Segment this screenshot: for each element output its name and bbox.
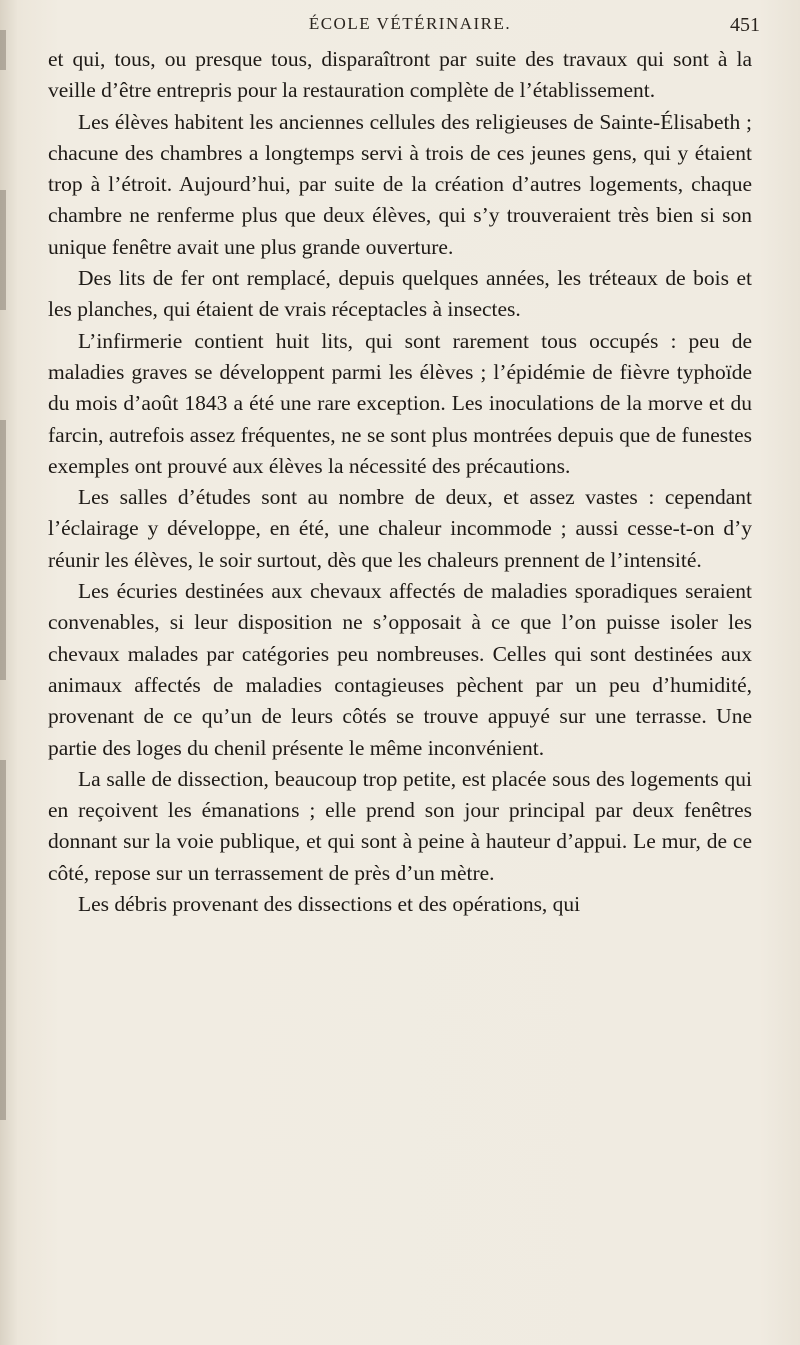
paragraph: Les écuries destinées aux chevaux affectés de maladies sporadiques seraient convenables, si leur disposition ne s’opposait à ce que l’on puisse isoler les chevaux malades par catégories peu nombreuses. Celles qui sont destinées aux animaux affectés de maladies contagieuses pèchent par un peu d’humidité, provenant de ce qu’un de leurs côtés se trouve appuyé sur une terrasse. Une partie des loges du chenil présente le même inconvénient. — [48, 579, 752, 760]
paragraph: L’infirmerie contient huit lits, qui sont rarement tous occupés : peu de maladies graves se développent parmi les élèves ; l’épidémie de fièvre typhoïde du mois d’août 1843 a été une rare exception. Les inoculations de la morve et du farcin, autrefois assez fréquentes, ne se sont plus montrées depuis que de funestes exemples ont prouvé aux élèves la nécessité des précautions. — [48, 328, 752, 478]
page-edge-shadow — [0, 420, 6, 680]
paragraph: Les débris provenant des dissections et des opérations, qui — [78, 892, 581, 917]
running-head — [60, 14, 760, 40]
page-number: 451 — [730, 14, 760, 36]
paragraph: et qui, tous, ou presque tous, disparaîtront par suite des travaux qui sont à la veille d’être entrepris pour la restauration complète de l’établissement. — [48, 47, 752, 103]
page-edge-shadow — [0, 30, 6, 70]
paragraph: Les élèves habitent les anciennes cellules des religieuses de Sainte-Élisabeth ; chacune des chambres a longtemps servi à trois de ces jeunes gens, qui y étaient trop à l’étroit. Aujourd’hui, par suite de la création d’autres logements, chaque chambre ne renferme plus que deux élèves, qui s’y trouveraient très bien si son unique fenêtre avait une plus grande ouverture. — [48, 109, 752, 259]
running-title: ÉCOLE VÉTÉRINAIRE. — [308, 14, 512, 33]
paragraph: Les salles d’études sont au nombre de deux, et assez vastes : cependant l’éclairage y développe, en été, une chaleur incommode ; aussi cesse-t-on d’y réunir les élèves, le soir surtout, dès que les chaleurs prennent de l’intensité. — [48, 485, 752, 572]
paragraph: Des lits de fer ont remplacé, depuis quelques années, les tréteaux de bois et les planches, qui étaient de vrais réceptacles à insectes. — [48, 266, 752, 322]
body-text — [48, 44, 752, 920]
page-edge-shadow — [0, 760, 6, 1120]
page-edge-shadow — [0, 190, 6, 310]
paragraph: La salle de dissection, beaucoup trop petite, est placée sous des logements qui en reçoivent les émanations ; elle prend son jour principal par deux fenêtres donnant sur la voie publique, et qui sont à peine à hauteur d’appui. Le mur, de ce côté, repose sur un terrassement de près d’un mètre. — [48, 766, 752, 885]
